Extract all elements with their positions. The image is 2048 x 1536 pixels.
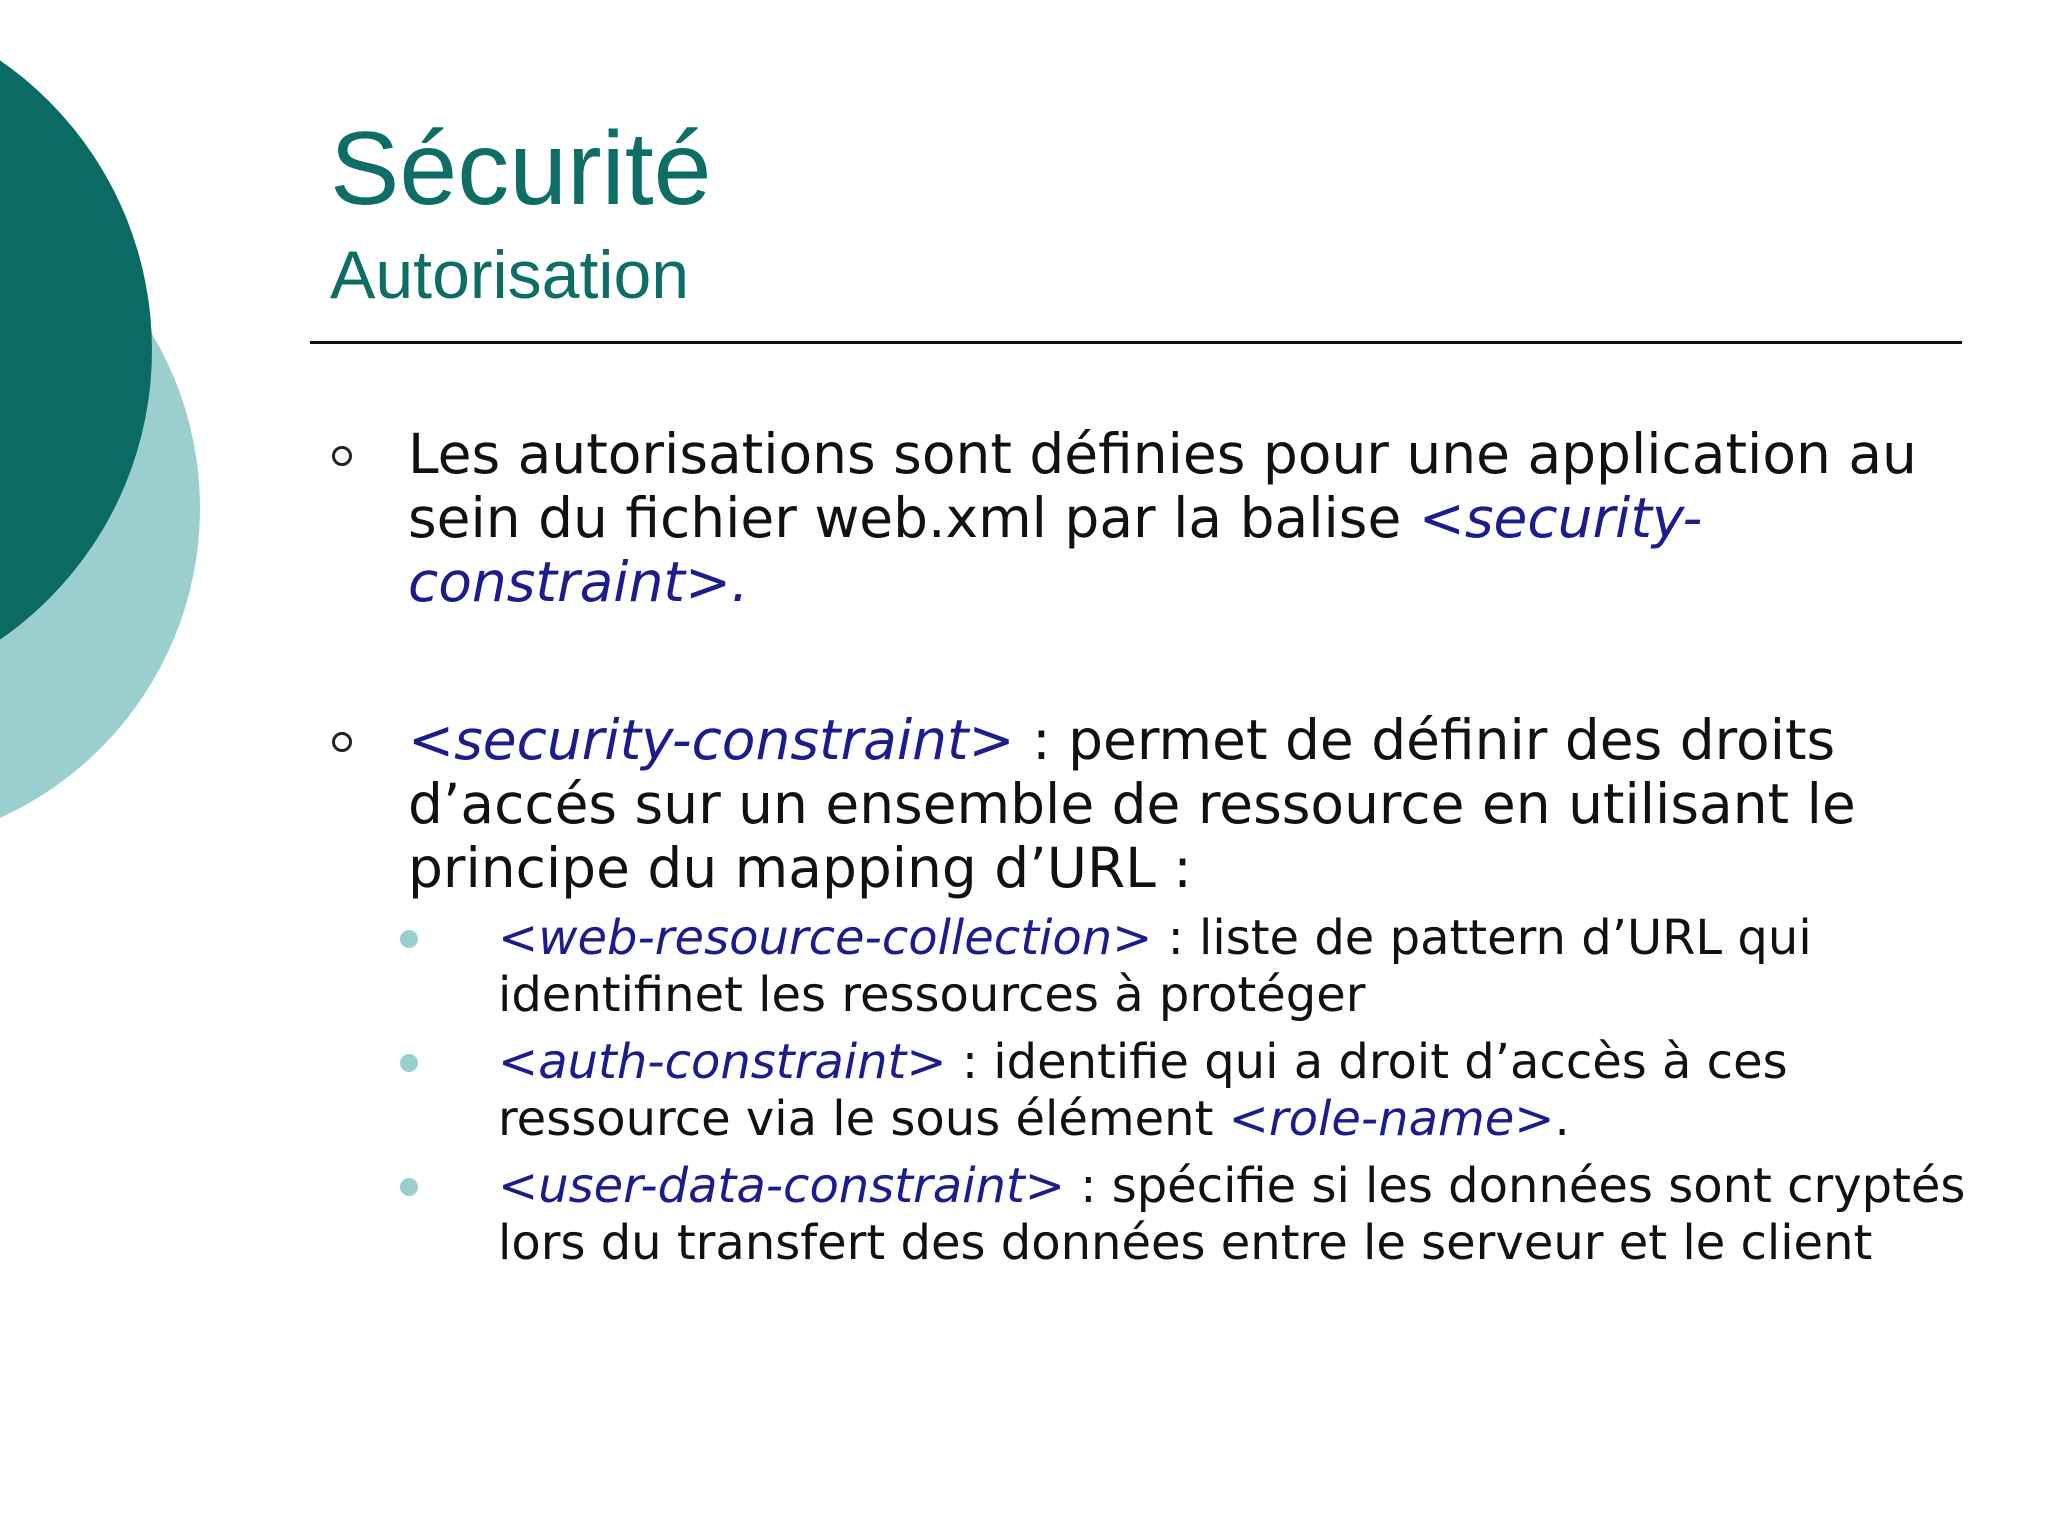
- bullet-list: [330, 422, 1980, 1272]
- filled-dot-bullet-icon: [400, 1054, 418, 1072]
- title-divider: [310, 341, 1962, 344]
- sub-bullet-code: <auth-constraint>: [498, 1034, 947, 1090]
- sub-bullet-code-inline: <role-name>: [1228, 1091, 1555, 1147]
- sub-bullet-item: [408, 1034, 1980, 1148]
- slide-title: Sécurité: [330, 111, 712, 227]
- hollow-circle-bullet-icon: [332, 732, 352, 752]
- bullet-text: : permet de définir des droits d’accés sur un ensemble de ressource en utilisant le principe du mapping d’URL :: [408, 708, 1856, 900]
- bullet-item: [330, 708, 1980, 1272]
- sub-bullet-text: : identifie qui a droit d’accès à ces ressource via le sous élément: [498, 1034, 1788, 1147]
- hollow-circle-bullet-icon: [332, 446, 352, 466]
- decorative-circles: [0, 0, 260, 820]
- sub-bullet-item: [408, 1158, 1980, 1272]
- circles-graphic: [0, 0, 260, 820]
- sub-bullet-text: : liste de pattern d’URL qui identifinet les ressources à protéger: [498, 910, 1812, 1023]
- sub-bullet-text-tail: .: [1554, 1091, 1570, 1147]
- sub-bullet-text: : spécifie si les données sont cryptés lors du transfert des données entre le serveur et le client: [498, 1158, 1966, 1271]
- bullet-code: <security-constraint>.: [408, 486, 1703, 614]
- slide-subtitle: Autorisation: [330, 237, 690, 313]
- filled-dot-bullet-icon: [400, 1178, 418, 1196]
- bullet-text: Les autorisations sont définies pour une application au sein du fichier web.xml par la balise: [408, 422, 1917, 550]
- sub-bullet-list: [408, 910, 1980, 1272]
- filled-dot-bullet-icon: [400, 930, 418, 948]
- sub-bullet-code: <user-data-constraint>: [498, 1158, 1065, 1214]
- bullet-item: [330, 422, 1980, 614]
- bullet-code: <security-constraint>: [408, 708, 1015, 772]
- sub-bullet-item: [408, 910, 1980, 1024]
- sub-bullet-code: <web-resource-collection>: [498, 910, 1153, 966]
